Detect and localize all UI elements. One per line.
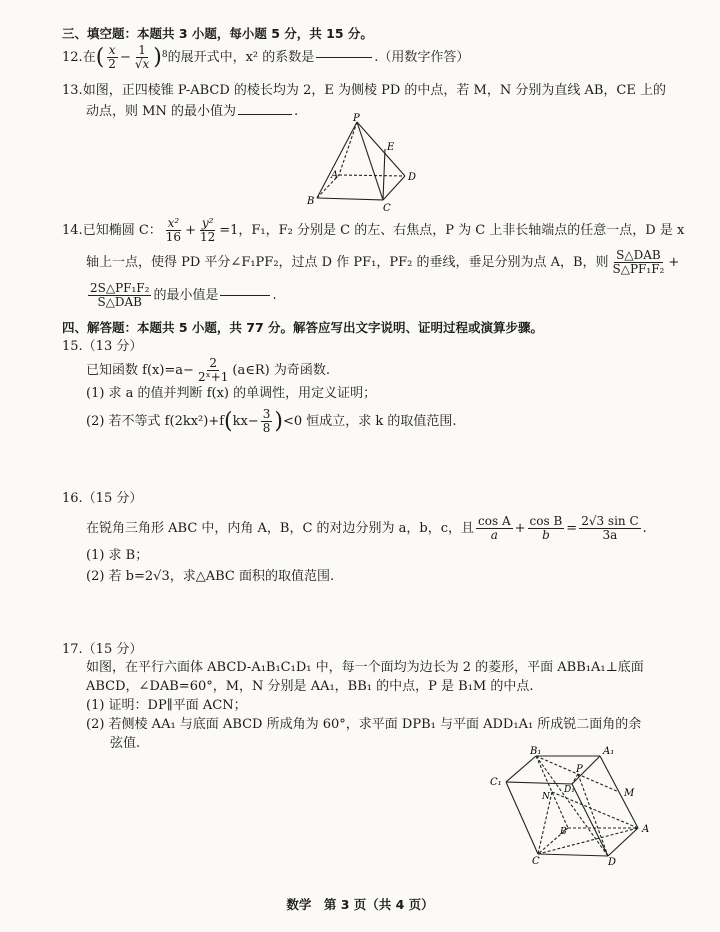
q12-exponent: 8 xyxy=(161,50,168,60)
fig17-label-N: N xyxy=(542,792,550,802)
q14-frac-y: $\frac{\text{y²}}{12}$ xyxy=(199,216,216,244)
q12-tail: .（用数字作答） xyxy=(374,49,470,65)
q16-number: 16.（15 分） xyxy=(62,491,143,506)
q12-left-paren: ( xyxy=(95,44,105,70)
q17-number: 17.（15 分） xyxy=(62,642,143,657)
q17-part-2a: (2) 若侧棱 AA₁ 与底面 ABCD 所成角为 60°，求平面 DPB₁ 与平面 ADD₁A₁ 所成锐二面角的余 xyxy=(86,717,642,732)
question-12 xyxy=(62,44,469,71)
q16-part-1: (1) 求 B； xyxy=(86,548,149,563)
section-4-title: 四、解答题：本题共 5 小题，共 77 分。解答应写出文字说明、证明过程或演算步骤。 xyxy=(62,320,544,335)
q15-number: 15.（13 分） xyxy=(62,339,143,354)
question-14-line-1: 14. 已知椭圆 C： $\frac{\text{x²}}{16}$ + $\frac{\text{y²}}{12}$ =1，F₁，F₂ 分别是 C 的左、右焦点，P 为 C 上非长轴端点的任意一点，D 是 x xyxy=(62,216,685,244)
question-13-line-2: 动点，则 MN 的最小值为 . xyxy=(86,104,299,119)
pyramid-label-P: P xyxy=(353,113,360,124)
q15-part-2: (2) 若不等式 f(2kx²)+f ( kx− $\frac{3}{8}$ ) <0 恒成立，求 k 的取值范围. xyxy=(86,407,457,435)
pyramid-label-A: A xyxy=(331,170,339,181)
q12-answer-blank[interactable] xyxy=(316,57,372,58)
q14-answer-blank[interactable] xyxy=(220,295,270,296)
pyramid-label-B: B xyxy=(307,196,315,207)
question-14-line-3: $\frac{\text{2S△PF₁F₂}}{\text{S△DAB}}$ 的最小值是 . xyxy=(90,281,277,309)
q16-frac-cosA: $\frac{\text{cos A}}{a}$ xyxy=(478,514,511,542)
pyramid-label-C: C xyxy=(383,203,391,212)
q17-part-1: (1) 证明：DP∥平面 ACN； xyxy=(86,698,247,713)
q14-frac-x: $\frac{\text{x²}}{16}$ xyxy=(165,216,182,244)
fig17-label-A1: A₁ xyxy=(603,746,615,757)
fig17-label-P: P xyxy=(576,764,583,775)
question-14-line-2: 轴上一点，使得 PD 平分∠F₁PF₂，过点 D 作 PF₁，PF₂ 的垂线，垂足分别为点 A，B，则 $\frac{\text{S△DAB}}{\text{S△PF₁F₂}}$ + xyxy=(86,248,680,276)
parallelepiped-figure xyxy=(488,744,660,866)
q15-statement: 已知函数 f(x)=a− $\frac{2}{\text{2ˣ+1}}$ (a∈R) 为奇函数. xyxy=(86,356,330,384)
fig17-label-D1: D₁ xyxy=(564,785,575,795)
q12-number: 12. xyxy=(62,49,83,65)
q12-minus: − xyxy=(119,49,131,65)
fig17-label-B: B xyxy=(560,827,567,837)
q16-frac-sinC: $\frac{\text{2√3 sin C}}{3a}$ xyxy=(581,514,639,542)
pyramid-label-D: D xyxy=(408,172,417,183)
fig17-label-B1: B₁ xyxy=(530,746,542,757)
q17-part-2b: 弦值. xyxy=(110,736,141,751)
fig17-label-C: C xyxy=(532,856,540,866)
question-13-line-1: 13.如图，正四棱锥 P-ABCD 的棱长均为 2，E 为侧棱 PD 的中点，若 M，N 分别为直线 AB，CE 上的 xyxy=(62,83,666,98)
section-3-title: 三、填空题：本题共 3 小题，每小题 5 分，共 15 分。 xyxy=(62,26,373,41)
q15-frac: $\frac{2}{\text{2ˣ+1}}$ xyxy=(197,356,229,384)
q15-frac-3-8: $\frac{3}{8}$ xyxy=(262,407,271,435)
pyramid-label-E: E xyxy=(387,142,395,153)
fig17-label-A: A xyxy=(642,824,650,835)
q15-part-1: (1) 求 a 的值并判断 f(x) 的单调性，用定义证明； xyxy=(86,386,377,401)
q12-frac-1: $\frac{x}{2}$ xyxy=(108,43,116,71)
q17-line-2: ABCD，∠DAB=60°，M，N 分别是 AA₁，BB₁ 的中点，P 是 B₁M 的中点. xyxy=(86,679,534,694)
fig17-label-D: D xyxy=(608,857,617,866)
q12-right-paren: ) xyxy=(153,44,162,70)
page-footer: 数学 第 3 页（共 4 页） xyxy=(286,897,434,912)
q12-frac-2: $\frac{1}{√x}$ xyxy=(134,43,150,71)
q16-frac-cosB: $\frac{\text{cos B}}{b}$ xyxy=(529,514,563,542)
q14-frac-ratio-1: $\frac{\text{S△DAB}}{\text{S△PF₁F₂}}$ xyxy=(612,248,665,276)
q12-mid: 的展开式中，x² 的系数是 xyxy=(167,49,315,65)
pyramid-figure xyxy=(305,112,435,212)
q14-frac-ratio-2: $\frac{\text{2S△PF₁F₂}}{\text{S△DAB}}$ xyxy=(90,281,150,309)
fig17-label-M: M xyxy=(624,788,635,799)
q13-answer-blank[interactable] xyxy=(238,114,292,115)
q12-pre: 在 xyxy=(82,49,96,65)
q16-statement: 在锐角三角形 ABC 中，内角 A，B，C 的对边分别为 a，b，c，且 $\frac{\text{cos A}}{a}$ + $\frac{\text{cos B}}{b}$ = $\frac{\text{2√3 sin C}}{3a}$ . xyxy=(86,514,647,542)
fig17-label-C1: C₁ xyxy=(490,777,502,788)
q16-part-2: (2) 若 b=2√3，求△ABC 面积的取值范围. xyxy=(86,569,335,584)
q17-line-1: 如图，在平行六面体 ABCD-A₁B₁C₁D₁ 中，每一个面均为边长为 2 的菱形，平面 ABB₁A₁⊥底面 xyxy=(86,660,644,675)
